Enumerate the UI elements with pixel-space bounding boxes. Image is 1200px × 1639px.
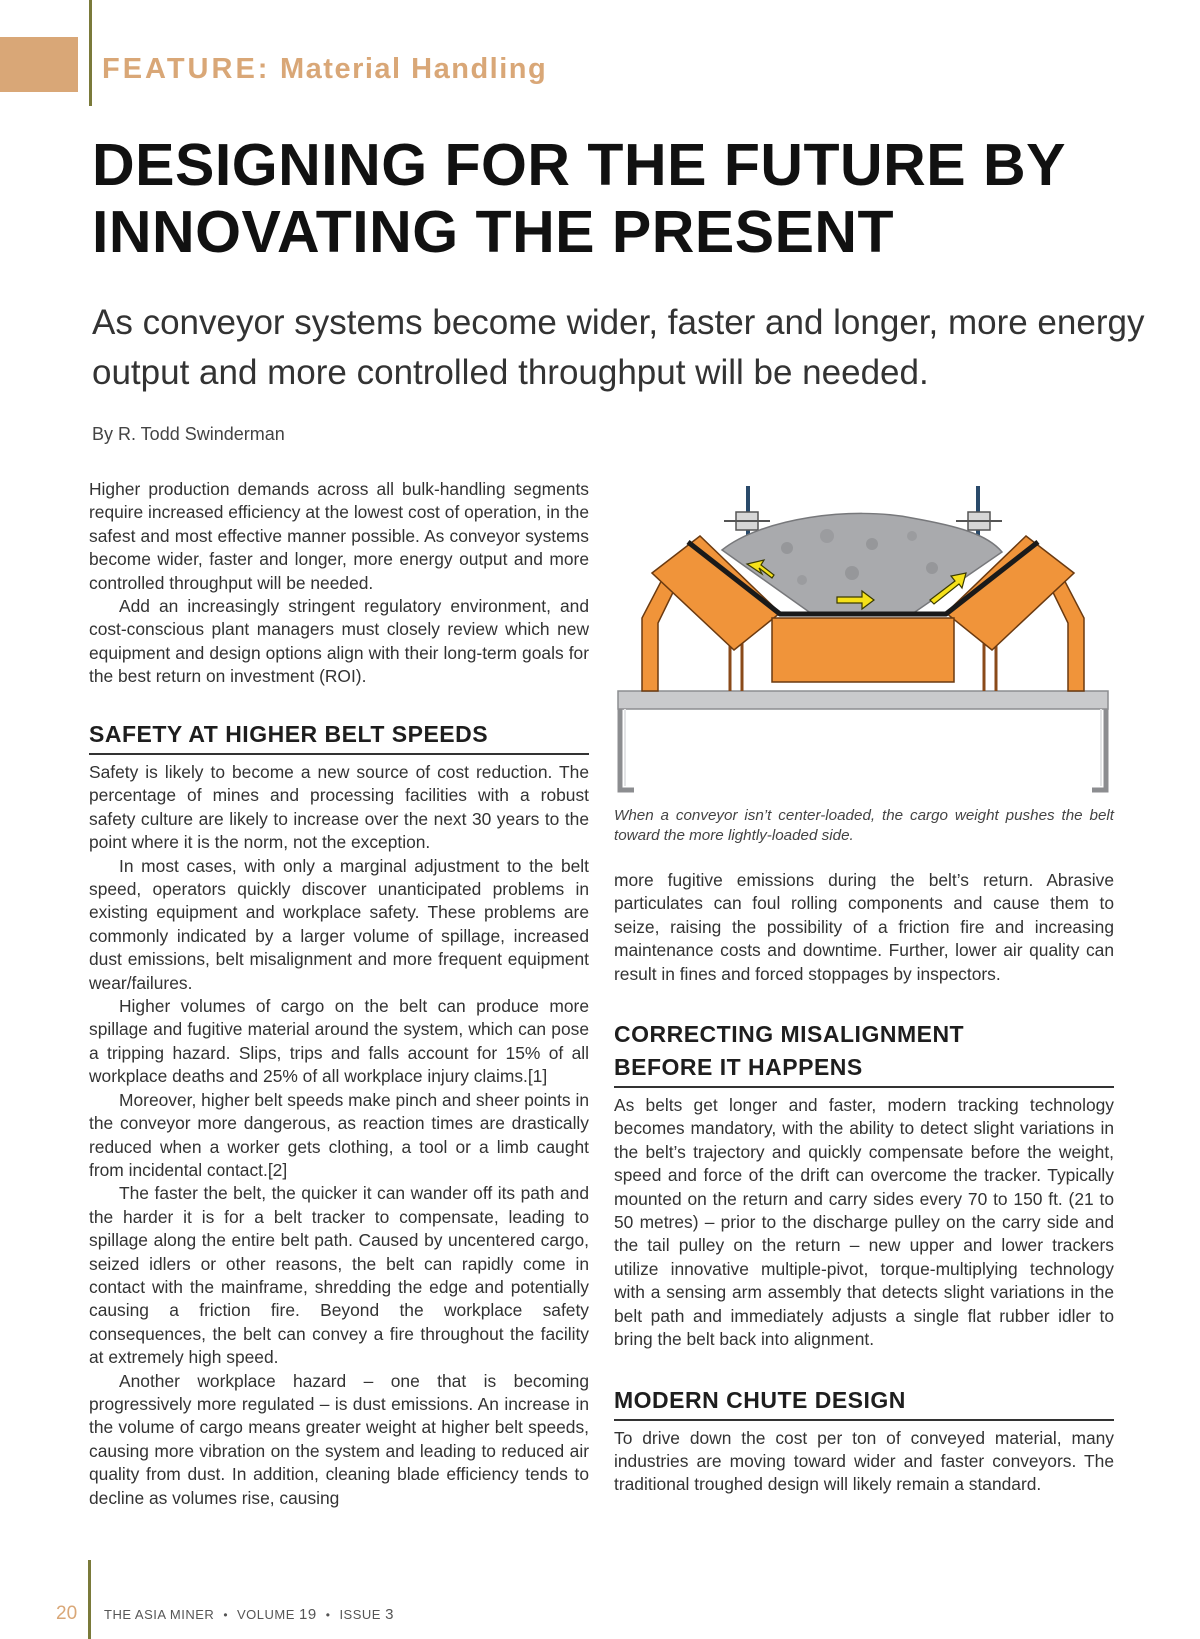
section-heading-safety: SAFETY AT HIGHER BELT SPEEDS [89, 718, 589, 755]
body-paragraph: Higher volumes of cargo on the belt can produce more spillage and fugitive material around the system, which can pose a tripping hazard. Slips, trips and falls account for 15% of all workplace deaths and 25% of all workplace injury claims.[1] [89, 996, 589, 1087]
feature-tag [102, 53, 547, 86]
body-paragraph-continuation: more fugitive emissions during the belt’s return. Abrasive particulates can foul rolling components and cause them to seize, raising the possibility of a friction fire and increasing maintenance costs and downtime. Further, lower air quality can result in fines and forced stoppages by inspectors. [614, 870, 1114, 984]
issue-number: 3 [385, 1606, 394, 1623]
title-line-1: DESIGNING FOR THE FUTURE BY [92, 132, 1066, 198]
right-column [614, 869, 1114, 1497]
body-paragraph: Safety is likely to become a new source of cost reduction. The percentage of mines and processing facilities with a robust safety culture are likely to increase over the next 30 years to the point where it is the norm, not the exception. [89, 762, 589, 853]
article-title [92, 132, 1152, 266]
section-heading-line-2: BEFORE IT HAPPENS [614, 1054, 863, 1081]
separator-dot: • [325, 1608, 331, 1622]
section-heading-misalignment [614, 1018, 1114, 1088]
body-paragraph: The faster the belt, the quicker it can wander off its path and the harder it is for a belt tracker to compensate, leading to spillage along the entire belt path. Caused by uncentered cargo, seized idlers or other reasons, the belt can rapidly come in contact with the mainframe, shredding the edge and potentially causing a friction fire. Beyond the workplace safety consequences, the belt can convey a fire throughout the facility at extremely high speed. [89, 1183, 589, 1368]
header-accent-block [0, 37, 78, 92]
figure-caption: When a conveyor isn’t center-loaded, the cargo weight pushes the belt toward the more lightly-loaded side. [614, 807, 1114, 844]
issue-label: ISSUE [339, 1607, 381, 1622]
conveyor-idler-illustration [612, 478, 1114, 800]
volume-number: 19 [299, 1606, 317, 1623]
volume-label: VOLUME [237, 1607, 295, 1622]
title-line-2: INNOVATING THE PRESENT [92, 199, 895, 265]
feature-topic: Material Handling [280, 53, 548, 85]
left-column-intro [89, 478, 589, 689]
feature-label: FEATURE: [102, 53, 271, 85]
body-paragraph: As belts get longer and faster, modern tracking technology becomes mandatory, with the ability to detect slight variations in the belt’s trajectory and quickly compensate before the weight, speed and force of the drift can overcome the tracker. Typically mounted on the return and carry sides every 70 to 150 ft. (21 to 50 metres) – prior to the discharge pulley on the carry side and the tail pulley on the return – new upper and lower trackers utilize innovative multiple-pivot, torque-multiplying technology with a sensing arm assembly that detects slight variations in the belt path and immediately adjusts a single flat rubber idler to bring the belt back into alignment. [614, 1095, 1114, 1350]
body-paragraph: To drive down the cost per ton of conveyed material, many industries are moving toward wider and faster conveyors. The traditional troughed design will likely remain a standard. [614, 1427, 1114, 1495]
section-heading-line-1: CORRECTING MISALIGNMENT [614, 1021, 965, 1048]
page-number: 20 [56, 1603, 78, 1624]
article-deck: As conveyor systems become wider, faster and longer, more energy output and more controlled throughput will be needed. [92, 303, 1145, 392]
body-paragraph: Another workplace hazard – one that is becoming progressively more regulated – is dust emissions. An increase in the volume of cargo means greater weight at higher belt speeds, causing more vibration on the system and leading to reduced air quality from dust. In addition, cleaning blade efficiency tends to decline as volumes rise, causing [89, 1370, 589, 1508]
footer-vertical-rule [88, 1560, 91, 1639]
publication-name: THE ASIA MINER [104, 1607, 215, 1622]
footer-publication-info [104, 1606, 394, 1623]
body-paragraph: In most cases, with only a marginal adjustment to the belt speed, operators quickly discover unanticipated problems in existing equipment and workplace safety. These problems are commonly indicated by a larger volume of spillage, increased dust emissions, belt misalignment and more frequent equipment wear/failures. [89, 855, 589, 993]
separator-dot: • [223, 1608, 229, 1622]
intro-paragraph: Add an increasingly stringent regulatory environment, and cost-conscious plant managers must closely review which new equipment and design options align with their long-term goals for the best return on investment (ROI). [89, 596, 589, 687]
byline: By R. Todd Swinderman [92, 424, 285, 444]
left-column-safety-section [89, 718, 589, 1510]
section-heading-chute-design: MODERN CHUTE DESIGN [614, 1384, 1114, 1421]
header-vertical-rule [89, 0, 92, 106]
intro-paragraph: Higher production demands across all bulk-handling segments require increased efficiency at the lowest cost of operation, in the safest and most effective manner possible. As conveyor systems become wider, faster and longer, more energy output and more controlled throughput will be needed. [89, 479, 589, 593]
body-paragraph: Moreover, higher belt speeds make pinch and sheer points in the conveyor more dangerous, as reaction times are drastically reduced when a worker gets clothing, a tool or a limb caught from incidental contact.[2] [89, 1089, 589, 1180]
